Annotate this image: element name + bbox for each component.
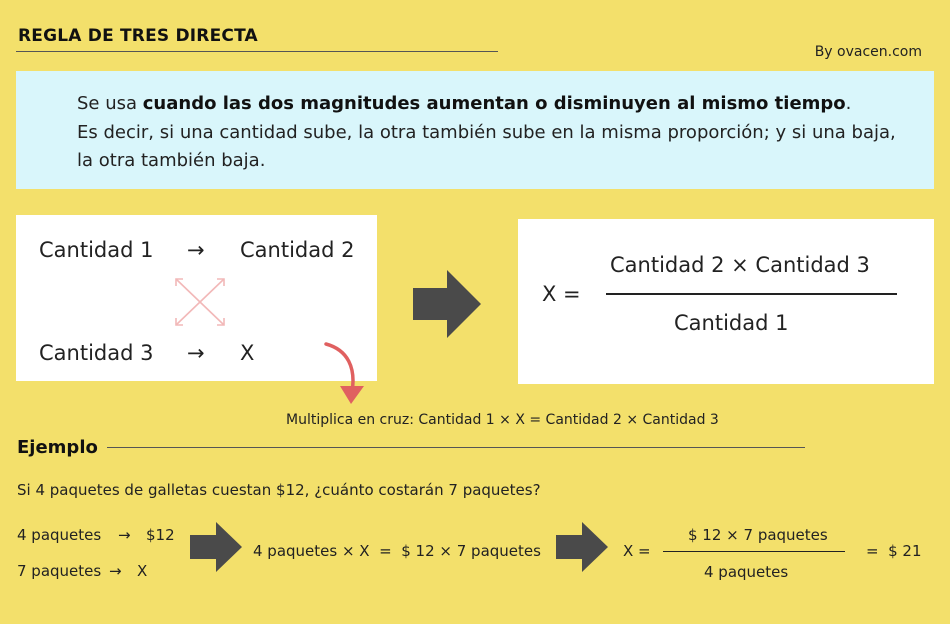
arrow-right-icon: → xyxy=(118,526,131,544)
title-underline xyxy=(16,51,498,52)
formula-numerator: Cantidad 2 × Cantidad 3 xyxy=(610,253,870,277)
example-row2-left: 7 paquetes xyxy=(17,562,102,580)
cross-lines-icon xyxy=(168,272,232,332)
arrow-right-icon: → xyxy=(187,341,205,365)
arrow-right-icon: → xyxy=(109,562,122,580)
example-numerator: $ 12 × 7 paquetes xyxy=(688,526,828,544)
intro-after-bold: . xyxy=(845,93,852,114)
example-heading: Ejemplo xyxy=(17,437,98,458)
block-arrow-icon xyxy=(413,270,483,338)
intro-bold: cuando las dos magnitudes aumentan o disminuyen al mismo tiempo xyxy=(142,93,846,114)
example-underline xyxy=(107,447,805,448)
example-denominator: 4 paquetes xyxy=(704,563,789,581)
fraction-bar xyxy=(606,293,897,295)
block-arrow-icon xyxy=(190,522,244,572)
x-label: X xyxy=(240,341,255,365)
byline: By ovacen.com xyxy=(814,44,922,60)
page-title: REGLA DE TRES DIRECTA xyxy=(18,26,258,46)
block-arrow-icon xyxy=(556,522,610,572)
example-row2-right: X xyxy=(137,562,148,580)
intro-lead: Se usa xyxy=(77,93,143,114)
intro-line2: Es decir, si una cantidad sube, la otra también sube en la misma proporción; y si una baja, la otra también baja. xyxy=(77,121,896,171)
intro-text xyxy=(77,90,917,176)
cantidad1-label: Cantidad 1 xyxy=(39,238,154,262)
example-row1-left: 4 paquetes xyxy=(17,526,102,544)
example-lhs: X = xyxy=(623,542,651,560)
example-equation: 4 paquetes × X = $ 12 × 7 paquetes xyxy=(253,542,541,560)
curved-arrow-icon xyxy=(322,340,374,408)
cantidad2-label: Cantidad 2 xyxy=(240,238,355,262)
example-row1-right: $12 xyxy=(146,526,175,544)
formula-denominator: Cantidad 1 xyxy=(674,311,789,335)
cross-multiply-note: Multiplica en cruz: Cantidad 1 × X = Cantidad 2 × Cantidad 3 xyxy=(286,412,719,428)
cantidad3-label: Cantidad 3 xyxy=(39,341,154,365)
example-result: = $ 21 xyxy=(866,542,922,560)
example-question: Si 4 paquetes de galletas cuestan $12, ¿cuánto costarán 7 paquetes? xyxy=(17,481,541,499)
formula-lhs: X = xyxy=(542,282,581,306)
arrow-right-icon: → xyxy=(187,238,205,262)
example-fraction-bar xyxy=(663,551,845,552)
